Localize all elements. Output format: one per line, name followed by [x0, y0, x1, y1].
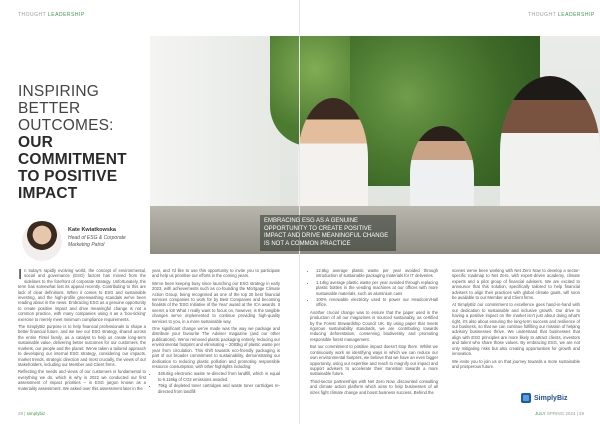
footer-left: 28 | simplybiz: [18, 411, 46, 416]
c4-paragraph-3: We invite you to join us on that journey towards a more sustainable and prosperous future.: [452, 358, 580, 369]
headline-line-2: BETTER: [18, 100, 81, 117]
headline: [18, 83, 148, 202]
page-gutter: [299, 0, 300, 424]
author-name: Kate Kwiatkowska: [68, 227, 116, 233]
c3-highlights-list: [310, 268, 438, 308]
simplybiz-logo-icon: [521, 393, 531, 403]
simplybiz-logo-text: SimplyBiz: [534, 394, 568, 402]
section-tag-right-a: THOUGHT: [528, 12, 557, 18]
page-number-right: 29: [579, 411, 585, 416]
c3-paragraph-3: Third-sector partnerships with Net Zero Now, discounted consulting and climate action platform which aims to help businesses of all sizes fight climate change and boost business success. Behind the: [310, 378, 438, 395]
c1-paragraph-3: Reflecting the needs and views of our customers is fundamental to everything we do, which is why in 2022 we conducted our first assessment of impact priorities – in ESG jargon known as a materiality assessment. We asked over this assessment later in the: [18, 369, 146, 391]
photo-person-left: [298, 98, 368, 218]
list-item: • 12.6kg average plastic waste per year avoided through introduction of sustainable packaging materials for IT deliveries: [316, 268, 438, 279]
headline-line-7: IMPACT: [18, 185, 78, 202]
headline-line-6: TO POSITIVE: [18, 168, 118, 185]
c3-paragraph-2: But our commitment to positive impact doesn't stop there. Whilst we continuously work on identifying ways in which we can reduce our own environmental footprint, we believe that we have an even bigger opportunity, using our expertise and reach to magnify our impact and support advisers to accelerate their transition towards a more sustainable future.: [310, 344, 438, 377]
c4-paragraph-2: At SimplyBiz our commitment to excellence goes hand-in-hand with our dedication to sustainable and inclusive growth. Our drive to having a positive impact on the market isn't just about doing what's right, it's also about ensuring the long-term success and resilience of our business, so that we can continue fulfilling our mission of helping advisory businesses thrive. We understand that businesses that align with ESG principles are more likely to attract clients, investors and talent who share those values. By embracing ESG, we are not only mitigating risks but also creating opportunities for growth and innovation.: [452, 302, 580, 357]
headline-line-5: COMMITMENT: [18, 151, 127, 168]
headline-line-4: OUR: [18, 134, 54, 151]
c2-paragraph-2: We've been keeping busy since launching our ESG strategy in early 2023, with achievements such as co-founding the Mortgage Climate Action Group, being recognised as one of the top 20 best financial services companies to work for by Best Companies and becoming finalists of the 'ESG Initiative of the Year' award at the ICA awards. It seems a lot! What I really want to focus on, however, is the tangible changes we've implemented to continue providing high-quality services to you, in a more sustainable way.: [152, 280, 280, 324]
c2-highlights-list: [152, 371, 280, 394]
section-tag-left: [18, 12, 85, 18]
c4-paragraph-1: scenes we've been working with Net Zero Now to develop a sector-specific roadmap to Net Zero, with expert-driven academy, climate experts and a pilot group of financial advisers. We are excited to announce that this solution, specifically tailored to help financial advisers to align their practices with global climate goals, will soon be available to our Member and Client firms.: [452, 268, 580, 301]
section-tag-right-b: LEADERSHIP: [558, 12, 595, 18]
footer-brand: simplybiz: [26, 411, 46, 416]
section-tag-left-b: LEADERSHIP: [48, 12, 85, 18]
drop-cap: I: [18, 266, 23, 283]
body-column-2: [152, 268, 280, 396]
simplybiz-logo: [521, 393, 567, 403]
photo-person-right: [500, 76, 600, 226]
headline-line-1: INSPIRING: [18, 83, 100, 100]
c2-paragraph-3: One significant change we've made was the way we package and distribute your favourite The Adviser magazine (and our other publications). We've removed plastic packaging entirely, reducing our environmental footprint and eliminating – 2083kg of plastic waste per year from circulation. This shift towards eco-friendly packaging is part of our broader commitment to sustainability, demonstrating our dedication to reducing plastic pollution and promoting responsible resource consumption, with other highlights including:: [152, 326, 280, 369]
author-avatar: [22, 221, 62, 261]
footer-issue: SPRING 2024: [546, 411, 576, 416]
footer-right: JULY SPRING 2024 | 29: [535, 411, 585, 416]
c1-paragraph-1: n today's rapidly evolving world, the concept of environmental, social and governance (ESG) factors has moved from the sidelines to the forefront of corporate strategy. Unfortunately, the term has somewhat lost its appeal recently. Contributing to this are lack of clear definitions. When it comes to ESG and sustainable investing, and the high-profile greenwashing scandals we've been reading about in the news. Embracing ESG as a genuine opportunity to create positive impact and drive meaningful change is not a common practice, with many companies using it as a 'box-ticking' exercise to merely meet minimum compliance requirements.: [18, 268, 146, 322]
body-column-4: [452, 268, 580, 371]
list-item: • 348.6kg electronic waste re-directed from landfill, which is equal to 6.116kg of CO2 emissions avoided: [158, 371, 280, 382]
list-item: • 75kg of depleted toner cartridges and waste toner cartridges re-directed from landfill: [158, 383, 280, 394]
section-tag-left-a: THOUGHT: [18, 12, 47, 18]
c3-paragraph-1: Another crucial change was to ensure that the paper used in the production of all our magazines is sourced sustainably, as certified by the Forest Stewardship Council UK. By using paper that meets rigorous sustainability standards, we are contributing towards reducing deforestation, conserving biodiversity and promoting responsible forest management.: [310, 309, 438, 342]
body-column-1: [18, 268, 146, 393]
list-item: • 100% renewable electricity used to power our Headcorn/Hall office.: [316, 297, 438, 308]
c1-paragraph-2: The SimplyBiz purpose is to help financial professionals to shape a better financial future, and we see our ESG strategy, shared across the entire Fintel family, as a catalyst to help us create long-term sustainable value, delivering better outcomes for our customers, the markets, our people and the planet. We've taken a tailored approach to developing our internal ESG strategy, considering our impacts, market trends, strategic direction and most crucially, the views of our stakeholders, including our Member and Client firms.: [18, 324, 146, 367]
page-number-left: 28: [18, 411, 24, 416]
section-tag-right: [528, 12, 595, 18]
c2-paragraph-1: year, and I'd like to use this opportunity to invite you to participate and help us prioritise our efforts in the coming years.: [152, 268, 280, 279]
headline-line-3: OUTCOMES:: [18, 117, 114, 134]
list-item: • 1.14kg average plastic waste per year avoided through replacing plastic bottles in the vending machines at our offices with more sustainable materials, such as aluminium cans: [316, 280, 438, 296]
author-role: Head of ESG & Corporate Marketing Patrol: [68, 235, 126, 248]
footer-issue-prefix: JULY: [535, 411, 546, 416]
body-column-3: [310, 268, 438, 397]
pull-quote: EMBRACING ESG AS A GENUINE OPPORTUNITY TO CREATE POSITIVE IMPACT AND DRIVE MEANINGFUL CHANGE IS NOT A COMMON PRACTICE: [260, 215, 396, 251]
